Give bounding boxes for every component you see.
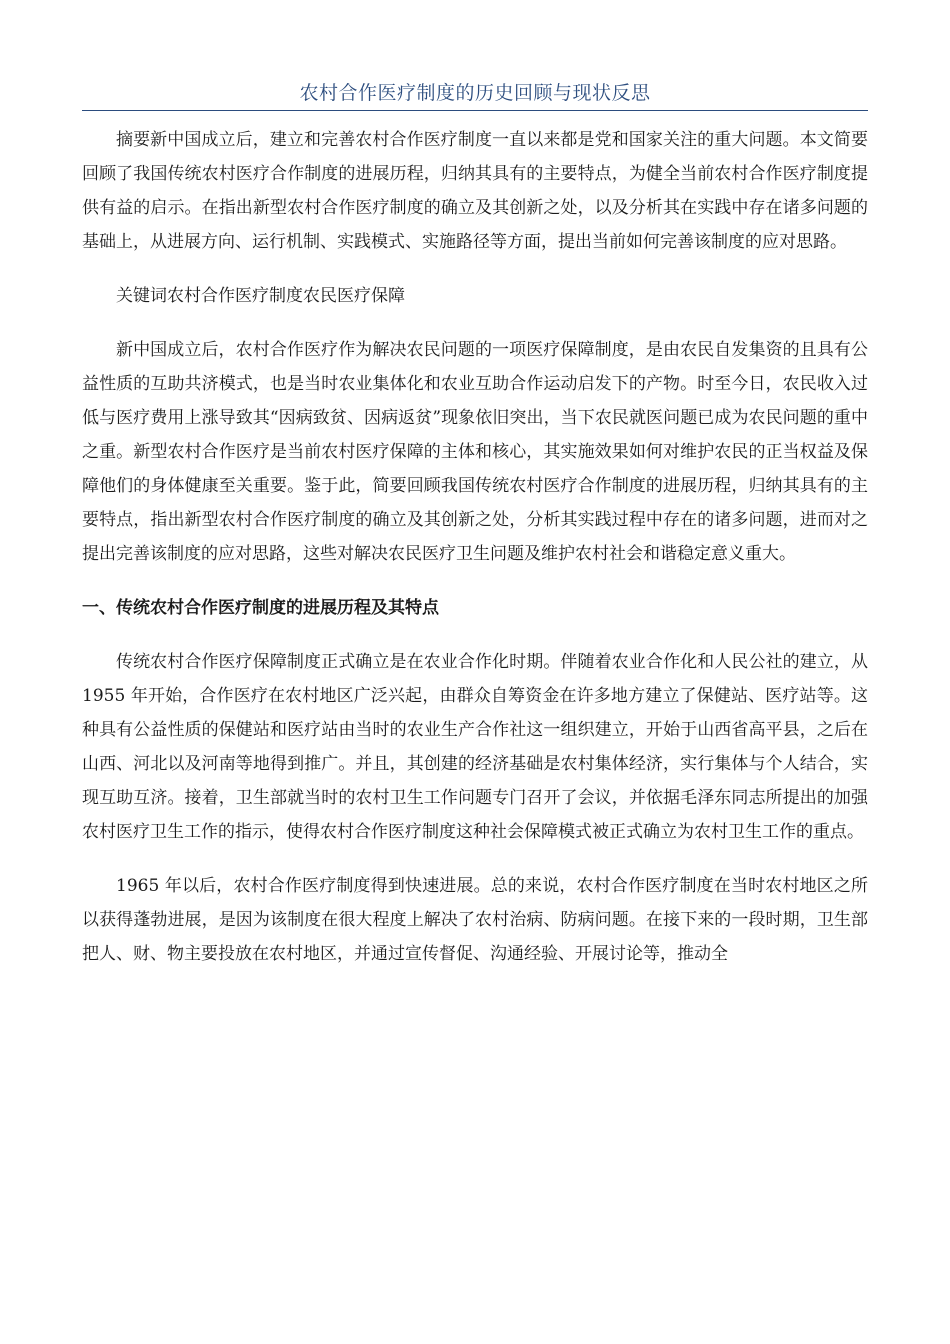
keywords-paragraph: 关键词农村合作医疗制度农民医疗保障 — [116, 286, 405, 306]
abstract-paragraph: 摘要新中国成立后，建立和完善农村合作医疗制度一直以来都是党和国家关注的重大问题。本文简要回顾了我国传统农村医疗合作制度的进展历程，归纳其具有的主要特点，为健全当前农村合作医疗制度提供有益的启示。在指出新型农村合作医疗制度的确立及其创新之处，以及分析其在实践中存在诸多问题的基础上，从进展方向、运行机制、实践模式、实施路径等方面，提出当前如何完善该制度的应对思路。 — [82, 130, 868, 252]
document-body — [82, 123, 868, 971]
body-paragraph: 传统农村合作医疗保障制度正式确立是在农业合作化时期。伴随着农业合作化和人民公社的建立，从 1955 年开始，合作医疗在农村地区广泛兴起，由群众自筹资金在许多地方建立了保健站、医疗站等。这种具有公益性质的保健站和医疗站由当时的农业生产合作社这一组织建立，开始于山西省高平县，之后在山西、河北以及河南等地得到推广。并且，其创建的经济基础是农村集体经济，实行集体与个人结合，实现互助互济。接着，卫生部就当时的农村卫生工作问题专门召开了会议，并依据毛泽东同志所提出的加强农村医疗卫生工作的指示，使得农村合作医疗制度这种社会保障模式被正式确立为农村卫生工作的重点。 — [82, 652, 868, 842]
body-paragraph: 1965 年以后，农村合作医疗制度得到快速进展。总的来说，农村合作医疗制度在当时农村地区之所以获得蓬勃进展，是因为该制度在很大程度上解决了农村治病、防病问题。在接下来的一段时期，卫生部把人、财、物主要投放在农村地区，并通过宣传督促、沟通经验、开展讨论等，推动全 — [82, 876, 868, 964]
section-heading: 一、传统农村合作医疗制度的进展历程及其特点 — [82, 598, 439, 618]
document-header — [82, 78, 868, 111]
document-page — [82, 78, 868, 991]
intro-paragraph: 新中国成立后，农村合作医疗作为解决农民问题的一项医疗保障制度，是由农民自发集资的且具有公益性质的互助共济模式，也是当时农业集体化和农业互助合作运动启发下的产物。时至今日，农民收入过低与医疗费用上涨导致其“因病致贫、因病返贫”现象依旧突出，当下农民就医问题已成为农民问题的重中之重。新型农村合作医疗是当前农村医疗保障的主体和核心，其实施效果如何对维护农民的正当权益及保障他们的身体健康至关重要。鉴于此，简要回顾我国传统农村医疗合作制度的进展历程，归纳其具有的主要特点，指出新型农村合作医疗制度的确立及其创新之处，分析其实践过程中存在的诸多问题，进而对之提出完善该制度的应对思路，这些对解决农民医疗卫生问题及维护农村社会和谐稳定意义重大。 — [82, 340, 868, 564]
document-title: 农村合作医疗制度的历史回顾与现状反思 — [299, 82, 651, 104]
